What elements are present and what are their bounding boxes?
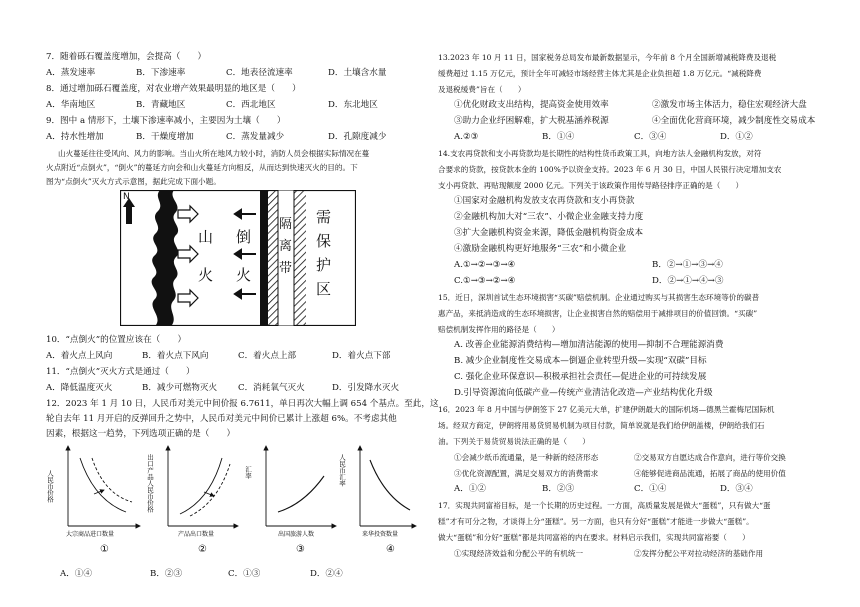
backfire-label-1: 倒 [236,228,252,246]
protect-char-2: 保 [316,232,332,250]
q9-option-a: A．持水性增加 [46,132,104,142]
graph-3 [244,446,336,555]
belt-char-2: 离 [279,239,293,254]
q15-option-d: D.引导资源流向低碳产业—传统产业清洁化改造—产业结构优化升级 [454,388,713,398]
fire-label-2: 火 [198,266,214,284]
q17-line-1: 17．实现共同富裕目标，是一个长期的历史过程。一方面，高质量发展是做大“蛋糕”，只有做大“蛋 [438,501,771,510]
q11-option-d: D．引发降水灭火 [332,383,400,393]
q10-option-d: D．着火点下部 [332,351,391,361]
belt-char-1: 隔 [279,217,293,232]
q9-option-d: D．孔隙度减少 [328,132,387,142]
q12-option-c: C．①③ [228,569,261,579]
q17-item-2: ②发挥分配公平对拉动经济的基础作用 [634,549,764,558]
graph-2-number: ② [198,544,207,555]
fire-diagram [120,190,356,326]
q8-option-c: C．西北地区 [226,100,276,110]
q12-graphs [44,440,420,564]
q14-option-d: D．②→①→④→③ [652,276,724,286]
q9-option-b: B．干燥度增加 [136,132,194,142]
q13-item-4: ④全面优化营商环境，减少制度性交易成本 [652,116,816,126]
q16-item-2: ②交易双方自愿达成合作意向，进行等价交换 [634,453,786,462]
q16-option-a: A．①② [454,484,486,494]
q9-option-c: C．蒸发量减少 [226,132,285,142]
q14-option-c: C.①→③→②→④ [454,276,516,286]
q15-option-c: C. 强化企业环保意识—积极承担社会责任—促进企业的可持续发展 [454,372,707,382]
q17-line-2: 糕”才有可分之物，才谈得上分“蛋糕”。另一方面，也只有分好“蛋糕”才能进一步做大“蛋糕”。 [438,517,754,526]
q13-option-d: D．①② [720,132,753,142]
q13-item-2: ②激发市场主体活力，稳住宏观经济大盘 [652,100,807,110]
q15-option-a: A. 改善企业能源消费结构—增加清洁能源的使用—抑制不合理能源消费 [454,340,724,350]
q16-line-3: 油。下列关于易货贸易说法正确的是（ ） [438,437,590,446]
q13-line-3: 及退税缓费”旨在（ ） [438,85,526,94]
q7-option-b: B．下渗速率 [136,68,186,78]
q14-item-2: ②金融机构加大对“三农”、小微企业金融支持力度 [454,212,644,222]
backfire-strip [260,190,268,326]
q11-option-a: A．降低温度灭火 [46,383,113,393]
q11-stem: 11．“点倒火”灭火方式是通过（ ） [46,367,195,377]
q15-option-b: B. 减少企业制度性交易成本—倒逼企业转型升级—实现“双碳”目标 [454,356,707,366]
q16-option-d: D．③④ [720,484,753,494]
q14-option-a: A.①→②→③→④ [454,260,516,270]
q16-item-3: ③优化资源配置，满足交易双方的消费需求 [454,469,599,478]
q14-item-3: ③扩大金融机构资金来源，降低金融机构资金成本 [454,228,644,238]
q12-line-1: 12．2023 年 1 月 10 日，人民币对美元中间价报 6.7611，单日再次大幅上调 654 个基点。至此，这 [46,399,439,409]
graph-1-ylabel: 人民币价格 [46,470,54,503]
protect-char-4: 区 [316,280,332,298]
q14-line-3: 支小再贷款、再贴现额度 2000 亿元。下列关于该政策作用传导路径排序正确的是（ ） [438,181,744,190]
q15-line-2: 惠产品，来抵消造成的生态环境损害，让企业损害自然的赔偿用于减排项目的价值回馈。“买碳” [438,309,758,318]
protect-char-3: 护 [316,256,332,274]
protect-char-1: 需 [316,208,332,226]
q8-option-d: D．东北地区 [328,100,378,110]
q16-item-1: ①会减少纸币流通量，是一种新的经济形态 [454,453,599,462]
passage-line-2: 火点附近“点倒火”，“倒火”的蔓延方向会和山火蔓延方向相反，从而达到快速灭火的目的。下 [46,163,358,172]
passage-line-1: 山火蔓延往往受风向、风力的影响。当山火所在地风力较小时，消防人员会根据实际情况在蔓 [58,149,370,158]
q7-option-d: D．土壤含水量 [328,68,387,78]
backfire-label-2: 火 [236,266,252,284]
passage-line-3: 图为“点倒火”灭火方式示意图，据此完成下面小题。 [46,177,221,186]
q8-option-b: B．青藏地区 [136,100,186,110]
q17-line-3: 做大“蛋糕”和分好“蛋糕”都是共同富裕的内在要求。材料启示我们，实现共同富裕要（ ） [438,533,750,542]
q8-option-a: A．华南地区 [46,100,96,110]
graph-1 [46,446,140,555]
q15-line-1: 15．近日，深圳首试生态环境损害“买碳”赔偿机制。企业通过购买与其损害生态环境等价的碳普 [438,293,760,302]
q10-stem: 10．“点倒火”的位置应该在（ ） [46,335,187,345]
q16-option-c: C．①④ [634,484,667,494]
q13-line-2: 缓费超过 1.15 万亿元，预计全年可减轻市场经营主体尤其是企业负担超 1.8 万亿元。“减税降费 [438,69,762,78]
belt-char-3: 带 [279,261,293,276]
q13-option-b: B．①④ [542,132,575,142]
q11-option-c: C．消耗氧气灭火 [238,383,305,393]
q17-item-1: ①实现经济效益和分配公平的有机统一 [454,549,584,558]
q16-line-1: 16．2023 年 8 月中国与伊朗签下 27 亿美元大单，扩建伊朗最大的国际机场—德黑兰霍梅尼国际机 [438,405,775,414]
q9-stem: 9．图中 a 情形下，土壤下渗速率减小，主要因为土壤（ ） [46,116,286,126]
graph-3-ylabel: 汇率 [244,466,252,479]
q15-line-3: 赔偿机制发挥作用的路径是（ ） [438,325,560,334]
graph-2-ylabel: 出口产品人民币价格 [146,454,154,513]
q14-option-b: B．②→①→③→④ [652,260,723,270]
isolation-belt-label [279,217,292,276]
isolation-belt-hatch [268,190,278,326]
q13-item-3: ③助力企业纾困解难，扩大税基涵养税源 [454,116,609,126]
graph-1-number: ① [100,544,109,555]
q13-option-c: C．③④ [634,132,667,142]
q12-line-2: 轮自去年 11 月开启的反弹回升之势中，人民币对美元中间价已累计上涨超 6%。不考虑其他 [46,414,397,424]
q14-item-4: ④激励金融机构更好地服务“三农”和小微企业 [454,244,627,254]
q7-stem: 7．随着砾石覆盖度增加，会提高（ ） [46,52,207,62]
q16-line-2: 场。经双方商定，伊朗将用易货贸易机制为项目付款，简单说就是我们给伊朗盖楼，伊朗给我们石 [438,421,765,430]
graph-2-xlabel: 产品出口数量 [178,531,215,538]
graph-4-xlabel: 来华投资数量 [362,531,399,538]
q11-option-b: B．减少可燃物灭火 [142,383,218,393]
isolation-belt [278,190,294,326]
q8-stem: 8．通过增加砾石覆盖度，对农业增产效果最明显的地区是（ ） [46,84,301,94]
q10-option-b: B．着火点下风向 [142,351,209,361]
q7-option-c: C．地表径流速率 [226,68,293,78]
graph-4 [338,446,416,555]
q12-option-b: B．②③ [150,569,183,579]
graph-3-xlabel: 出国旅游人数 [278,531,315,538]
graph-1-xlabel: 大宗商品进口数量 [66,531,115,538]
q16-item-4: ④能够促进商品流通，拓展了商品的使用价值 [634,469,786,478]
fire-label-1: 山 [198,228,214,246]
q7-option-a: A．蒸发速率 [46,68,96,78]
q13-item-1: ①优化财政支出结构，提高资金使用效率 [454,100,609,110]
q13-line-1: 13.2023 年 10 月 11 日，国家税务总局发布最新数据显示，今年前 8 个月全国新增减税降费及退税 [438,53,777,62]
graph-2 [146,446,238,555]
north-label: N [123,192,130,202]
q12-option-d: D．②④ [310,569,343,579]
graph-3-number: ③ [296,544,305,555]
q10-option-a: A．着火点上风向 [46,351,113,361]
q10-option-c: C．着火点上部 [238,351,297,361]
graph-4-number: ④ [386,544,395,555]
graph-4-ylabel: 人民币汇率 [338,454,346,487]
protected-area-hatch [294,190,306,326]
q13-option-a: A.②③ [454,132,479,142]
q12-line-3: 因素，根据这一趋势，下列选项正确的是（ ） [46,429,236,439]
q14-line-1: 14.支农再贷款和支小再贷款均是长期性的结构性货币政策工具，向地方法人金融机构发放，对符 [438,149,762,158]
q14-line-2: 合要求的贷款，按贷款本金的 100%予以资金支持。2023 年 6 月 30 日，中国人民银行决定增加支农 [438,165,782,174]
q14-item-1: ①国家对金融机构发放支农再贷款和支小再贷款 [454,196,635,206]
q16-option-b: B．②③ [542,484,575,494]
q12-option-a: A．①④ [60,569,92,579]
